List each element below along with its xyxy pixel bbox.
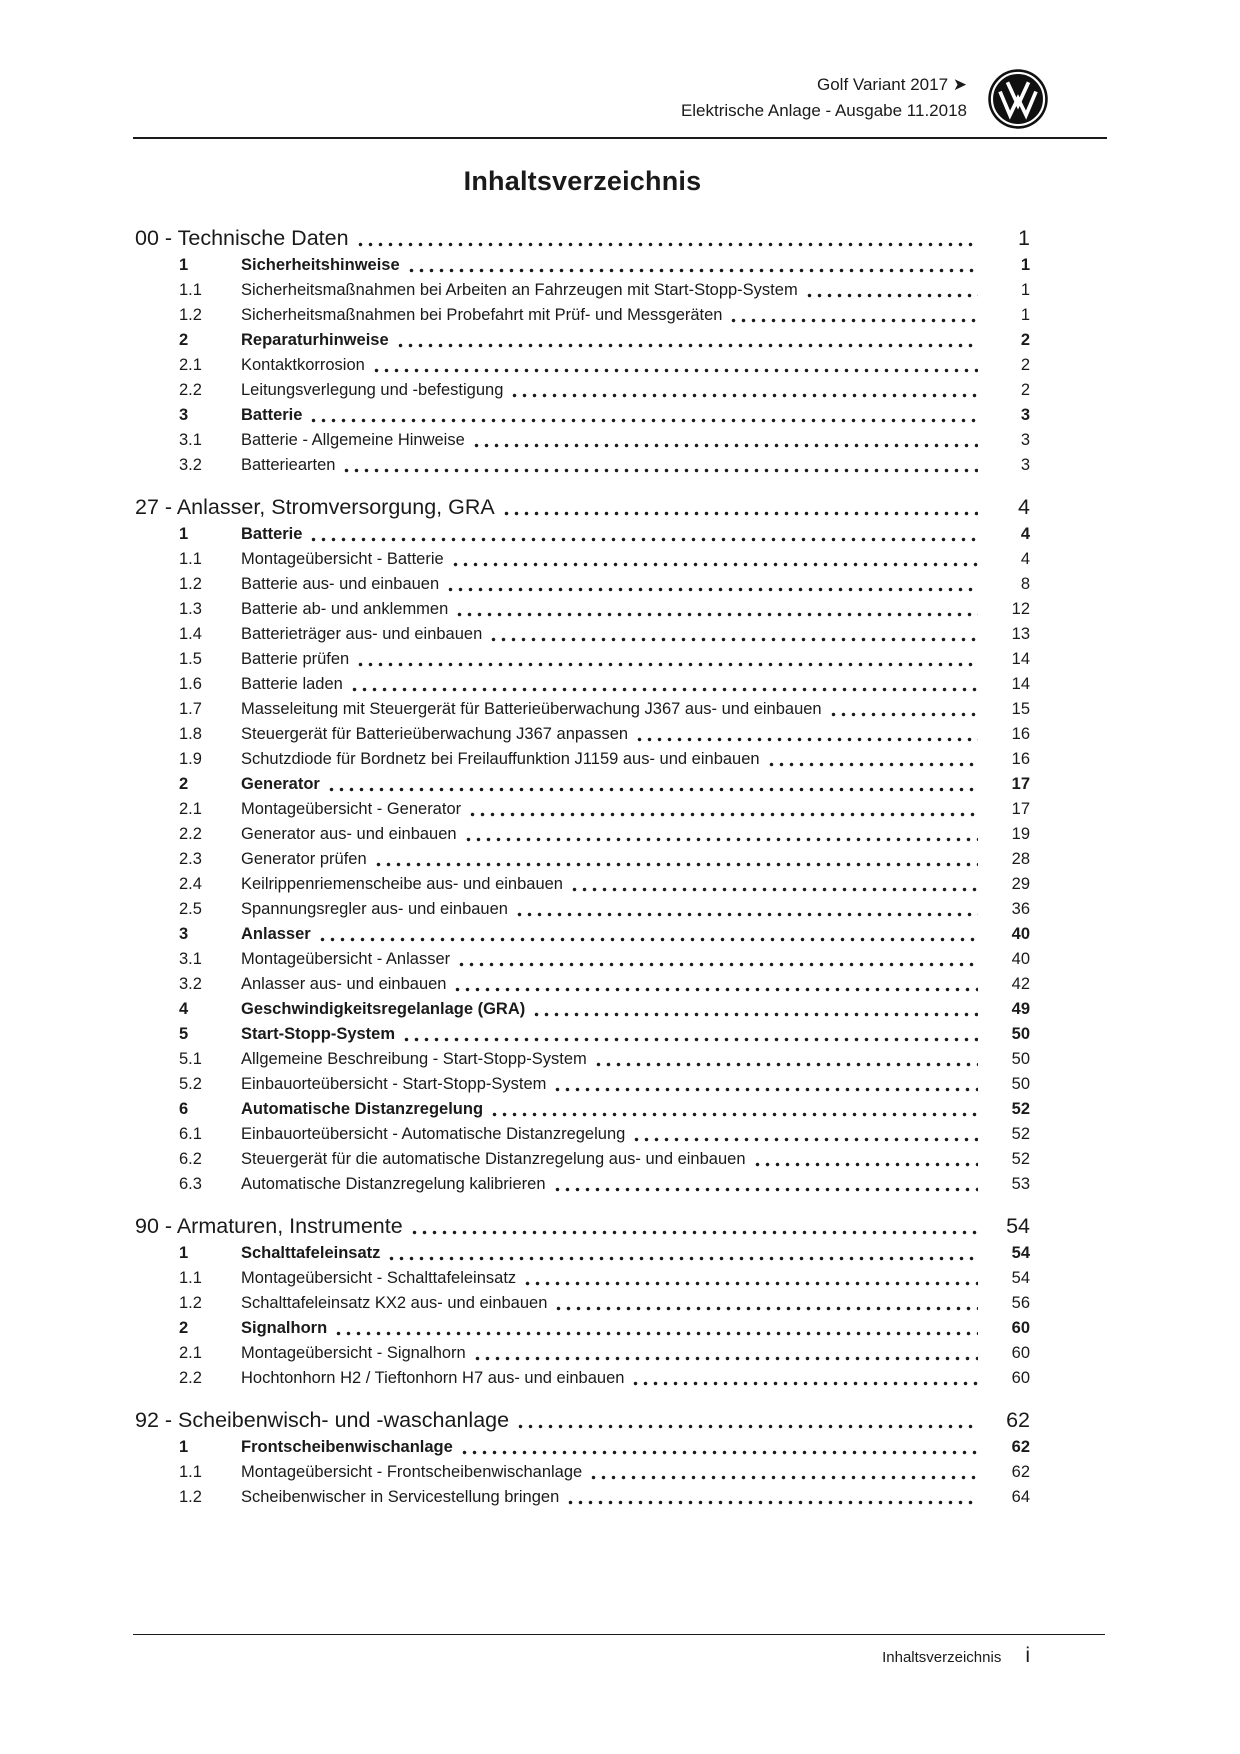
entry-number: 2	[179, 775, 189, 793]
toc-entry-row	[135, 672, 1030, 697]
dot-leader	[409, 268, 978, 273]
toc-entry-row	[135, 897, 1030, 922]
toc-entry-row	[135, 1460, 1030, 1485]
entry-number: 3.1	[179, 950, 202, 968]
toc-entry-row	[135, 647, 1030, 672]
entry-title: Automatische Distanzregelung	[241, 1100, 484, 1118]
entry-page-number: 62	[1011, 1438, 1030, 1456]
entry-page-number: 3	[1020, 456, 1030, 474]
entry-number: 2.4	[179, 875, 202, 893]
entry-page-number: 54	[1011, 1244, 1030, 1262]
entry-title: Anlasser	[241, 925, 311, 943]
footer-label: Inhaltsverzeichnis	[882, 1649, 1002, 1666]
entry-title: Montageübersicht - Frontscheibenwischanlage	[241, 1463, 583, 1481]
toc-entry-row	[135, 1266, 1030, 1291]
entry-page-number: 15	[1011, 700, 1030, 718]
entry-page-number: 2	[1020, 331, 1030, 349]
dot-leader	[320, 937, 978, 942]
entry-number: 3.1	[179, 431, 202, 449]
dot-leader	[404, 1037, 978, 1042]
toc-entry-row	[135, 1097, 1030, 1122]
entry-page-number: 60	[1011, 1369, 1030, 1387]
entry-page-number: 54	[1011, 1269, 1030, 1287]
entry-title: Automatische Distanzregelung kalibrieren	[241, 1175, 546, 1193]
entry-title: Batterie	[241, 406, 303, 424]
entry-number: 5.2	[179, 1075, 202, 1093]
entry-number: 3	[179, 925, 189, 943]
entry-title: Sicherheitshinweise	[241, 256, 400, 274]
dot-leader	[512, 393, 978, 398]
entry-number: 2.2	[179, 1369, 202, 1387]
toc-entry-row	[135, 972, 1030, 997]
entry-number: 1.6	[179, 675, 202, 693]
entry-title: Leitungsverlegung und -befestigung	[241, 381, 504, 399]
entry-title: Masseleitung mit Steuergerät für Batterieüberwachung J367 aus- und einbauen	[241, 700, 822, 718]
entry-number: 2.1	[179, 356, 202, 374]
entry-number: 3	[179, 406, 189, 424]
entry-page-number: 17	[1011, 775, 1030, 793]
entry-title: Reparaturhinweise	[241, 331, 389, 349]
entry-page-number: 1	[1020, 306, 1030, 324]
entry-title: Sicherheitsmaßnahmen bei Arbeiten an Fahrzeugen mit Start-Stopp-System	[241, 281, 798, 299]
entry-title: Einbauorteübersicht - Automatische Distanzregelung	[241, 1125, 626, 1143]
chapter-label: 90 - Armaturen, Instrumente	[135, 1214, 403, 1238]
dot-leader	[491, 637, 978, 642]
dot-leader	[475, 1356, 978, 1361]
entry-page-number: 1	[1020, 281, 1030, 299]
toc-entry-row	[135, 403, 1030, 428]
dot-leader	[831, 712, 978, 717]
entry-page-number: 52	[1011, 1150, 1030, 1168]
toc-chapter-row	[135, 223, 1030, 253]
toc-entry-row	[135, 822, 1030, 847]
dot-leader	[329, 787, 978, 792]
entry-title: Batterie	[241, 525, 303, 543]
entry-number: 2.2	[179, 381, 202, 399]
entry-number: 1.3	[179, 600, 202, 618]
entry-number: 1.2	[179, 1488, 202, 1506]
toc-entry-row	[135, 278, 1030, 303]
entry-title: Batterie aus- und einbauen	[241, 575, 440, 593]
toc-entry-row	[135, 353, 1030, 378]
entry-title: Generator	[241, 775, 320, 793]
entry-number: 2	[179, 1319, 189, 1337]
dot-leader	[769, 762, 978, 767]
toc-entry-row	[135, 872, 1030, 897]
entry-page-number: 28	[1011, 850, 1030, 868]
footer-rule	[133, 1634, 1105, 1635]
dot-leader	[462, 1450, 978, 1455]
toc-chapter-row	[135, 1405, 1030, 1435]
chapter-page-number: 54	[1006, 1214, 1030, 1238]
entry-title: Spannungsregler aus- und einbauen	[241, 900, 508, 918]
entry-number: 1.1	[179, 1463, 202, 1481]
entry-page-number: 19	[1011, 825, 1030, 843]
toc-entry-row	[135, 1122, 1030, 1147]
dot-leader	[453, 562, 978, 567]
entry-number: 1.5	[179, 650, 202, 668]
entry-title: Batterie - Allgemeine Hinweise	[241, 431, 465, 449]
entry-page-number: 2	[1020, 381, 1030, 399]
toc-entry-row	[135, 1485, 1030, 1510]
toc-entry-row	[135, 797, 1030, 822]
header-rule	[133, 137, 1107, 139]
entry-number: 1.4	[179, 625, 202, 643]
entry-number: 6.1	[179, 1125, 202, 1143]
toc-entry-row	[135, 453, 1030, 478]
entry-number: 2.2	[179, 825, 202, 843]
entry-title: Anlasser aus- und einbauen	[241, 975, 447, 993]
entry-number: 1.1	[179, 550, 202, 568]
dot-leader	[336, 1331, 978, 1336]
toc-chapter-row	[135, 1211, 1030, 1241]
dot-leader	[568, 1500, 978, 1505]
entry-page-number: 50	[1011, 1075, 1030, 1093]
header-text	[681, 68, 967, 123]
entry-number: 2	[179, 331, 189, 349]
chapter-label: 92 - Scheibenwisch- und -waschanlage	[135, 1408, 510, 1432]
entry-page-number: 56	[1011, 1294, 1030, 1312]
toc-entry-row	[135, 1316, 1030, 1341]
entry-page-number: 52	[1011, 1100, 1030, 1118]
entry-number: 2.5	[179, 900, 202, 918]
vw-logo-icon	[987, 68, 1049, 130]
entry-page-number: 3	[1020, 431, 1030, 449]
entry-number: 1.8	[179, 725, 202, 743]
entry-page-number: 4	[1020, 550, 1030, 568]
dot-leader	[534, 1012, 978, 1017]
entry-page-number: 36	[1011, 900, 1030, 918]
entry-page-number: 40	[1011, 950, 1030, 968]
dot-leader	[466, 837, 978, 842]
entry-number: 1	[179, 525, 189, 543]
dot-leader	[637, 737, 978, 742]
toc-entry-row	[135, 378, 1030, 403]
entry-page-number: 14	[1011, 650, 1030, 668]
toc-entry-row	[135, 428, 1030, 453]
dot-leader	[504, 511, 978, 516]
dot-leader	[389, 1256, 978, 1261]
entry-number: 1	[179, 1438, 189, 1456]
entry-title: Start-Stopp-System	[241, 1025, 396, 1043]
toc-entry-row	[135, 772, 1030, 797]
table-of-contents	[135, 223, 1105, 1510]
dot-leader	[731, 318, 978, 323]
entry-title: Schalttafeleinsatz	[241, 1244, 381, 1262]
entry-page-number: 16	[1011, 750, 1030, 768]
toc-entry-row	[135, 1241, 1030, 1266]
dot-leader	[555, 1087, 978, 1092]
dot-leader	[474, 443, 978, 448]
chapter-page-number: 1	[1018, 226, 1030, 250]
dot-leader	[398, 343, 978, 348]
entry-page-number: 8	[1020, 575, 1030, 593]
toc-chapter-row	[135, 492, 1030, 522]
entry-page-number: 62	[1011, 1463, 1030, 1481]
entry-number: 1	[179, 256, 189, 274]
entry-page-number: 60	[1011, 1319, 1030, 1337]
entry-title: Frontscheibenwischanlage	[241, 1438, 453, 1456]
toc-entry-row	[135, 547, 1030, 572]
dot-leader	[492, 1112, 978, 1117]
dot-leader	[311, 537, 978, 542]
entry-number: 1.9	[179, 750, 202, 768]
entry-title: Kontaktkorrosion	[241, 356, 365, 374]
entry-page-number: 13	[1011, 625, 1030, 643]
entry-page-number: 50	[1011, 1025, 1030, 1043]
chapter-label: 27 - Anlasser, Stromversorgung, GRA	[135, 495, 495, 519]
entry-title: Steuergerät für die automatische Distanzregelung aus- und einbauen	[241, 1150, 746, 1168]
toc-entry-row	[135, 1435, 1030, 1460]
dot-leader	[311, 418, 978, 423]
dot-leader	[634, 1137, 978, 1142]
entry-page-number: 50	[1011, 1050, 1030, 1068]
page-title: Inhaltsverzeichnis	[463, 166, 702, 196]
dot-leader	[352, 687, 978, 692]
toc-entry-row	[135, 922, 1030, 947]
chapter-page-number: 4	[1018, 495, 1030, 519]
entry-title: Scheibenwischer in Servicestellung bringen	[241, 1488, 560, 1506]
entry-title: Signalhorn	[241, 1319, 328, 1337]
entry-title: Allgemeine Beschreibung - Start-Stopp-System	[241, 1050, 587, 1068]
dot-leader	[518, 1424, 978, 1429]
dot-leader	[517, 912, 978, 917]
toc-entry-row	[135, 1366, 1030, 1391]
toc-entry-row	[135, 722, 1030, 747]
entry-title: Einbauorteübersicht - Start-Stopp-System	[241, 1075, 547, 1093]
entry-title: Montageübersicht - Anlasser	[241, 950, 451, 968]
entry-title: Sicherheitsmaßnahmen bei Probefahrt mit Prüf- und Messgeräten	[241, 306, 723, 324]
dot-leader	[591, 1475, 978, 1480]
dot-leader	[755, 1162, 979, 1167]
header-subtitle-line: Elektrische Anlage - Ausgabe 11.2018	[680, 100, 967, 120]
entry-title: Montageübersicht - Generator	[241, 800, 462, 818]
entry-number: 2.1	[179, 1344, 202, 1362]
entry-number: 5.1	[179, 1050, 202, 1068]
entry-number: 3.2	[179, 975, 202, 993]
entry-number: 1.2	[179, 575, 202, 593]
dot-leader	[459, 962, 978, 967]
toc-entry-row	[135, 522, 1030, 547]
dot-leader	[633, 1381, 978, 1386]
toc-entry-row	[135, 697, 1030, 722]
entry-title: Batteriearten	[241, 456, 336, 474]
dot-leader	[358, 662, 978, 667]
entry-title: Montageübersicht - Signalhorn	[241, 1344, 466, 1362]
entry-page-number: 40	[1011, 925, 1030, 943]
entry-page-number: 3	[1020, 406, 1030, 424]
entry-page-number: 49	[1011, 1000, 1030, 1018]
entry-title: Steuergerät für Batterieüberwachung J367 anpassen	[241, 725, 629, 743]
entry-title: Batterie ab- und anklemmen	[241, 600, 449, 618]
entry-page-number: 12	[1011, 600, 1030, 618]
entry-title: Geschwindigkeitsregelanlage (GRA)	[241, 1000, 526, 1018]
entry-title: Generator prüfen	[241, 850, 367, 868]
entry-page-number: 2	[1020, 356, 1030, 374]
toc-entry-row	[135, 572, 1030, 597]
dot-leader	[412, 1230, 978, 1235]
entry-page-number: 4	[1020, 525, 1030, 543]
entry-title: Montageübersicht - Schalttafeleinsatz	[241, 1269, 517, 1287]
entry-title: Generator aus- und einbauen	[241, 825, 457, 843]
entry-number: 4	[179, 1000, 189, 1018]
toc-entry-row	[135, 1022, 1030, 1047]
footer-row	[133, 1644, 1105, 1668]
entry-number: 1.7	[179, 700, 202, 718]
entry-number: 1.2	[179, 1294, 202, 1312]
dot-leader	[344, 468, 978, 473]
entry-title: Batterie prüfen	[241, 650, 350, 668]
dot-leader	[596, 1062, 978, 1067]
entry-page-number: 1	[1020, 256, 1030, 274]
toc-entry-row	[135, 1072, 1030, 1097]
entry-title: Keilrippenriemenscheibe aus- und einbauen	[241, 875, 563, 893]
entry-title: Schalttafeleinsatz KX2 aus- und einbauen	[241, 1294, 548, 1312]
entry-number: 1.2	[179, 306, 202, 324]
toc-entry-row	[135, 328, 1030, 353]
entry-page-number: 17	[1011, 800, 1030, 818]
chapter-label: 00 - Technische Daten	[135, 226, 349, 250]
entry-page-number: 53	[1011, 1175, 1030, 1193]
entry-page-number: 60	[1011, 1344, 1030, 1362]
toc-entry-row	[135, 847, 1030, 872]
toc-entry-row	[135, 622, 1030, 647]
header-model-line: Golf Variant 2017 ➤	[816, 75, 967, 94]
entry-number: 3.2	[179, 456, 202, 474]
dot-leader	[455, 987, 978, 992]
dot-leader	[470, 812, 978, 817]
toc-entry-row	[135, 1341, 1030, 1366]
entry-page-number: 52	[1011, 1125, 1030, 1143]
dot-leader	[374, 368, 978, 373]
entry-title: Montageübersicht - Batterie	[241, 550, 444, 568]
entry-number: 1	[179, 1244, 189, 1262]
entry-number: 1.1	[179, 1269, 202, 1287]
dot-leader	[525, 1281, 978, 1286]
footer-page-number: i	[1025, 1644, 1030, 1667]
entry-number: 2.3	[179, 850, 202, 868]
entry-title: Batterie laden	[241, 675, 343, 693]
dot-leader	[556, 1306, 978, 1311]
page-header	[133, 68, 1107, 130]
entry-page-number: 14	[1011, 675, 1030, 693]
entry-number: 2.1	[179, 800, 202, 818]
toc-entry-row	[135, 1291, 1030, 1316]
toc-entry-row	[135, 947, 1030, 972]
toc-entry-row	[135, 597, 1030, 622]
toc-entry-row	[135, 303, 1030, 328]
dot-leader	[358, 242, 978, 247]
entry-title: Hochtonhorn H2 / Tieftonhorn H7 aus- und einbauen	[241, 1369, 625, 1387]
page-footer	[133, 1634, 1105, 1668]
entry-title: Schutzdiode für Bordnetz bei Freilauffunktion J1159 aus- und einbauen	[241, 750, 760, 768]
toc-entry-row	[135, 747, 1030, 772]
entry-number: 1.1	[179, 281, 202, 299]
entry-page-number: 29	[1011, 875, 1030, 893]
entry-page-number: 42	[1011, 975, 1030, 993]
dot-leader	[376, 862, 978, 867]
entry-title: Batterieträger aus- und einbauen	[241, 625, 483, 643]
toc-entry-row	[135, 1147, 1030, 1172]
entry-page-number: 64	[1011, 1488, 1030, 1506]
dot-leader	[572, 887, 978, 892]
chapter-page-number: 62	[1006, 1408, 1030, 1432]
entry-number: 6	[179, 1100, 189, 1118]
entry-number: 6.3	[179, 1175, 202, 1193]
dot-leader	[807, 293, 978, 298]
toc-entry-row	[135, 253, 1030, 278]
dot-leader	[457, 612, 978, 617]
entry-number: 6.2	[179, 1150, 202, 1168]
toc-entry-row	[135, 1172, 1030, 1197]
toc-entry-row	[135, 1047, 1030, 1072]
entry-page-number: 16	[1011, 725, 1030, 743]
dot-leader	[555, 1187, 979, 1192]
entry-number: 5	[179, 1025, 189, 1043]
toc-entry-row	[135, 997, 1030, 1022]
dot-leader	[448, 587, 978, 592]
